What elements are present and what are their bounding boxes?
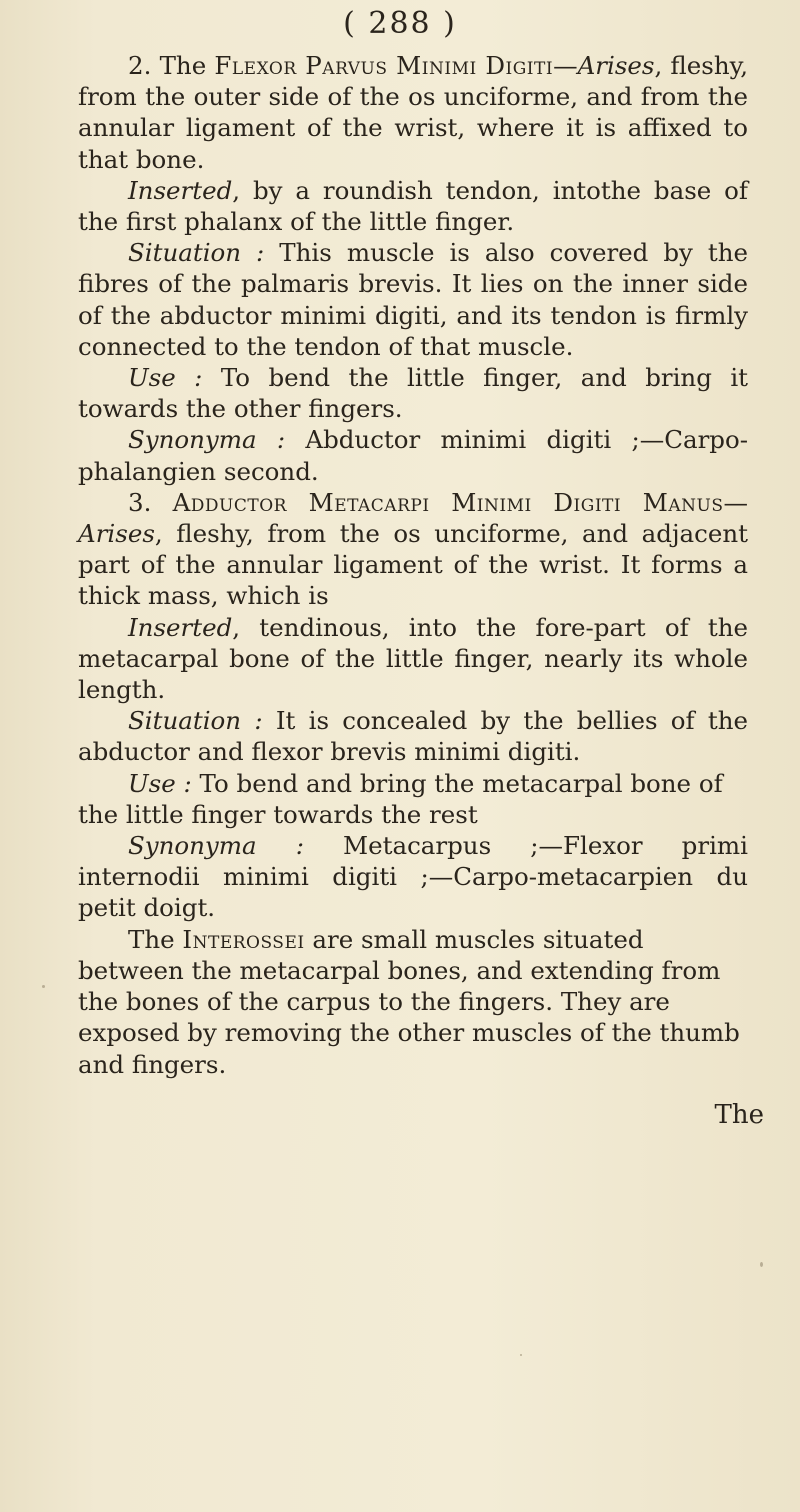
paragraph-inserted [78,612,748,706]
paragraph-text: To bend and bring the metacarpal bone of the little finger towards the rest [78,768,723,829]
paragraph-text: , fleshy, from the outer side of the os unciforme, and from the annular ligament of the wrist, where it is affixed to that bone. [78,51,748,174]
paragraph-interossei [78,924,748,1080]
paragraph-label: Use : [128,363,203,393]
catchword: The [714,1100,764,1130]
page-number: ( 288 ) [343,6,457,41]
paragraph-use [78,768,748,830]
paragraph-pre: The [128,924,175,954]
body-text [78,50,748,1080]
paragraph-text: To bend the little finger, and bring it towards the other fingers. [78,363,749,424]
paragraph-situation [78,705,748,767]
section-pre-title: The [159,51,207,80]
paragraph-label: Use : [128,768,192,798]
paragraph-synonyma [78,424,748,486]
paper-speck [520,1354,522,1356]
muscle-title: Interossei [182,924,305,954]
paragraph-text: Abductor minimi digiti ;—Carpo-phalangien second. [78,425,748,486]
paragraph-label: Situation : [128,706,263,736]
paragraph-label: Synonyma : [128,831,304,861]
paragraph-label: Inserted [128,612,233,642]
paragraph-use [78,362,748,424]
paragraph-flexor-parvus [78,50,748,175]
paragraph-text: This muscle is also covered by the fibres of the palmaris brevis. It lies on the inner side of the abductor minimi digiti, and its tendon is firmly connected to the tendon of that muscle. [78,238,748,361]
paragraph-label: Inserted [128,175,233,205]
section-number: 3. [128,487,152,517]
paragraph-text: are small muscles situated between the metacarpal bones, and extending from the bones of the carpus to the fingers. They are exposed by removing the other muscles of the thumb and fingers. [78,924,740,1079]
paragraph-label: Arises [78,519,155,549]
dash: — [723,487,748,517]
paragraph-text: , fleshy, from the os unciforme, and adjacent part of the annular ligament of the wrist. It forms a thick mass, which is [78,519,748,611]
paragraph-label: Synonyma : [128,425,286,455]
paragraph-synonyma [78,830,748,924]
dash: — [553,51,578,80]
paper-speck [42,985,45,988]
paragraph-situation [78,237,748,362]
paragraph-text: , tendinous, into the fore-part of the metacarpal bone of the little finger, nearly its whole length. [78,612,748,705]
muscle-title: Adductor Metacarpi Minimi Digiti Manus [172,487,724,517]
paragraph-adductor-metacarpi [78,487,748,612]
muscle-title: Flexor Parvus Minimi Digiti [214,51,554,80]
paragraph-text: It is concealed by the bellies of the abductor and flexor brevis minimi digiti. [78,706,748,767]
paragraph-text: , by a roundish tendon, intothe base of the first phalanx of the little finger. [78,175,748,237]
paragraph-label: Arises [577,51,655,80]
paragraph-inserted [78,175,748,237]
paragraph-text: Metacarpus ;—Flexor primi internodii minimi digiti ;—Carpo-metacarpien du petit doigt. [78,831,748,923]
paper-speck [760,1262,763,1267]
paragraph-label: Situation : [128,238,265,268]
section-number: 2. [128,51,152,80]
